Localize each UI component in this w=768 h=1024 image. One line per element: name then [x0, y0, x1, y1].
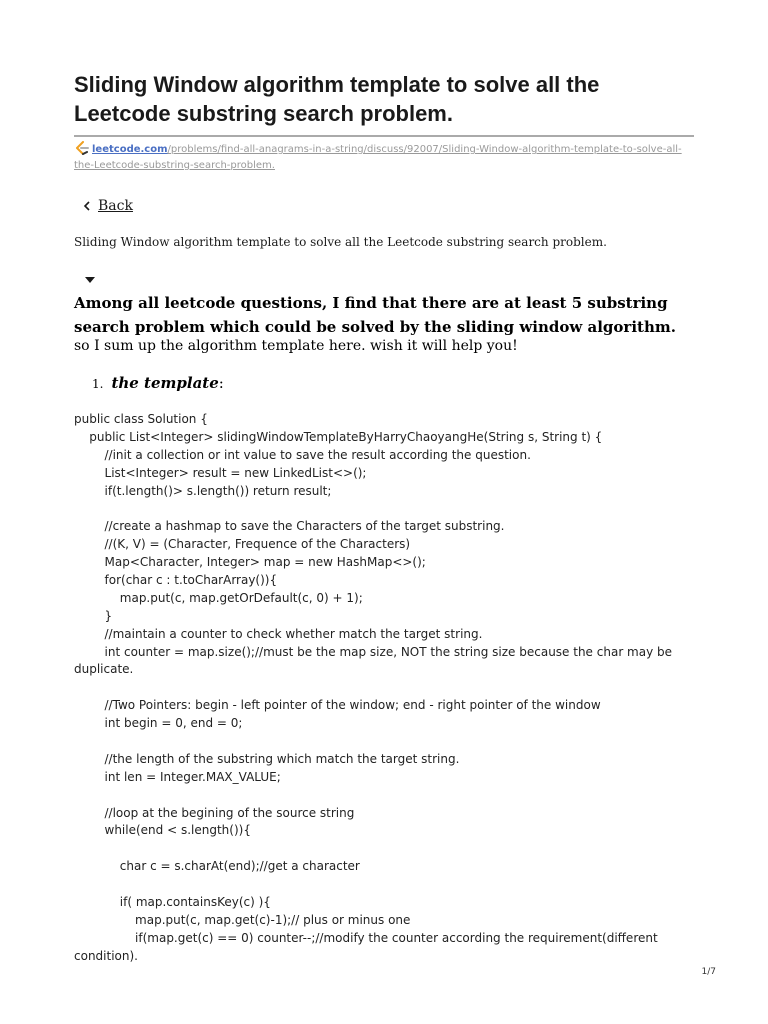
back-link[interactable]: Back — [98, 198, 133, 214]
code-line: Map<Character, Integer> map = new HashMap<>(); — [74, 555, 426, 570]
back-button[interactable] — [82, 198, 133, 214]
chevron-left-icon — [82, 200, 92, 212]
lead-text: so I sum up the algorithm template here. wish it will help you! — [74, 338, 518, 354]
source-path[interactable]: /problems/find-all-anagrams-in-a-string/discuss/92007/Sliding-Window-algorithm-template-to-solve-all-the-Leetcode-substring-search-problem. — [74, 144, 682, 171]
code-line: if(t.length()> s.length()) return result; — [74, 483, 332, 498]
code-line: //maintain a counter to check whether match the target string. — [74, 626, 483, 641]
intro-text: Sliding Window algorithm template to solve all the Leetcode substring search problem. — [74, 235, 607, 249]
code-line: int begin = 0, end = 0; — [74, 716, 243, 731]
code-line — [74, 787, 694, 805]
code-line — [74, 679, 694, 697]
list-suffix: : — [218, 374, 224, 392]
code-line: int counter = map.size();//must be the map size, NOT the string size because the char may be — [74, 644, 673, 659]
code-line: if(map.get(c) == 0) counter--;//modify the counter according the requirement(different — [74, 930, 658, 945]
code-line: duplicate. — [74, 662, 134, 677]
code-line: List<Integer> result = new LinkedList<>(); — [74, 465, 367, 480]
list-label: the template — [111, 374, 219, 392]
code-line: public class Solution { — [74, 412, 208, 426]
code-line — [74, 733, 694, 751]
code-line: //init a collection or int value to save the result according the question. — [74, 447, 531, 462]
code-line: public List<Integer> slidingWindowTemplateByHarryChaoyangHe(String s, String t) { — [74, 429, 603, 444]
code-line: char c = s.charAt(end);//get a character — [74, 859, 360, 874]
code-line — [74, 876, 694, 894]
code-line: for(char c : t.toCharArray()){ — [74, 573, 278, 588]
code-line — [74, 500, 694, 518]
title-divider — [74, 135, 694, 137]
code-line: int len = Integer.MAX_VALUE; — [74, 769, 281, 784]
code-line: //create a hashmap to save the Characters of the target substring. — [74, 519, 505, 534]
code-line: if( map.containsKey(c) ){ — [74, 895, 271, 910]
list-number: 1. — [92, 377, 104, 391]
source-link[interactable] — [74, 141, 699, 174]
code-line: } — [74, 608, 113, 623]
code-block — [74, 411, 694, 966]
code-line: map.put(c, map.getOrDefault(c, 0) + 1); — [74, 590, 363, 605]
code-line — [74, 840, 694, 858]
code-line: while(end < s.length()){ — [74, 823, 251, 838]
page-title: Sliding Window algorithm template to solve all the Leetcode substring search problem. — [74, 72, 600, 126]
lead-heading: Among all leetcode questions, I find that there are at least 5 substring search problem which could be solved by the sliding window algorithm. — [74, 294, 676, 336]
code-line: //(K, V) = (Character, Frequence of the Characters) — [74, 537, 411, 552]
code-line: //Two Pointers: begin - left pointer of the window; end - right pointer of the window — [74, 698, 601, 713]
code-line: //loop at the begining of the source string — [74, 805, 355, 820]
leetcode-logo-icon — [74, 141, 90, 155]
disclosure-triangle-icon[interactable] — [85, 277, 95, 283]
page-number: 1/7 — [701, 967, 716, 977]
code-line: map.put(c, map.get(c)-1);// plus or minus one — [74, 912, 411, 927]
code-line: condition). — [74, 948, 138, 963]
source-domain[interactable]: leetcode.com — [92, 144, 168, 155]
code-line: //the length of the substring which match the target string. — [74, 751, 460, 766]
list-item — [92, 374, 224, 392]
